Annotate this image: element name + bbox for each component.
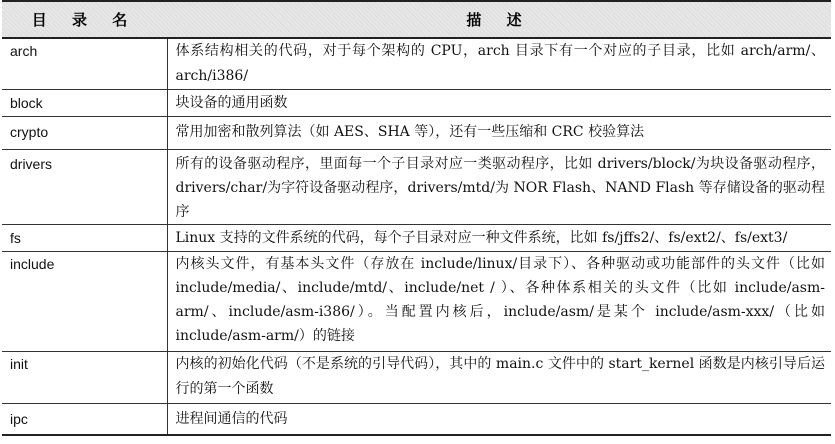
table-header (2, 1, 831, 38)
table-row (2, 252, 831, 352)
table-row (2, 150, 831, 225)
header-directory-name: 目 录 名 (2, 1, 167, 38)
directory-name-cell: ipc (2, 404, 167, 436)
table-row (2, 38, 831, 90)
table-row (2, 225, 831, 252)
header-description: 描 述 (167, 1, 831, 38)
description-cell: Linux 支持的文件系统的代码，每个子目录对应一种文件系统，比如 fs/jffs2/、fs/ext2/、fs/ext3/ (167, 225, 831, 252)
directory-name-cell: fs (2, 225, 167, 252)
directory-name-cell: init (2, 352, 167, 404)
table-row (2, 404, 831, 436)
directory-name-cell: arch (2, 38, 167, 90)
directory-name-cell: include (2, 252, 167, 352)
header-row (2, 1, 831, 38)
directory-name-cell: block (2, 90, 167, 117)
directory-name-cell: crypto (2, 117, 167, 150)
description-cell: 进程间通信的代码 (167, 404, 831, 436)
description-cell: 内核头文件，有基本头文件（存放在 include/linux/目录下）、各种驱动或功能部件的头文件（比如 include/media/、include/mtd/、include/net / ）、各种体系相关的头文件（比如 include/asm-arm/、include/asm-i386/）。当配置内核后，include/asm/是某个 include/asm-xxx/（比如 include/asm-arm/）的链接 (167, 252, 831, 352)
table-row (2, 90, 831, 117)
directory-name-cell: drivers (2, 150, 167, 225)
table-row (2, 352, 831, 404)
kernel-directory-table (2, 0, 831, 436)
table-body (2, 38, 831, 435)
description-cell: 所有的设备驱动程序，里面每一个子目录对应一类驱动程序，比如 drivers/block/为块设备驱动程序，drivers/char/为字符设备驱动程序，drivers/mtd/为 NOR Flash、NAND Flash 等存储设备的驱动程序 (167, 150, 831, 225)
table-row (2, 117, 831, 150)
description-cell: 常用加密和散列算法（如 AES、SHA 等），还有一些压缩和 CRC 校验算法 (167, 117, 831, 150)
description-cell: 内核的初始化代码（不是系统的引导代码），其中的 main.c 文件中的 start_kernel 函数是内核引导后运行的第一个函数 (167, 352, 831, 404)
description-cell: 块设备的通用函数 (167, 90, 831, 117)
description-cell: 体系结构相关的代码，对于每个架构的 CPU，arch 目录下有一个对应的子目录，比如 arch/arm/、arch/i386/ (167, 38, 831, 90)
